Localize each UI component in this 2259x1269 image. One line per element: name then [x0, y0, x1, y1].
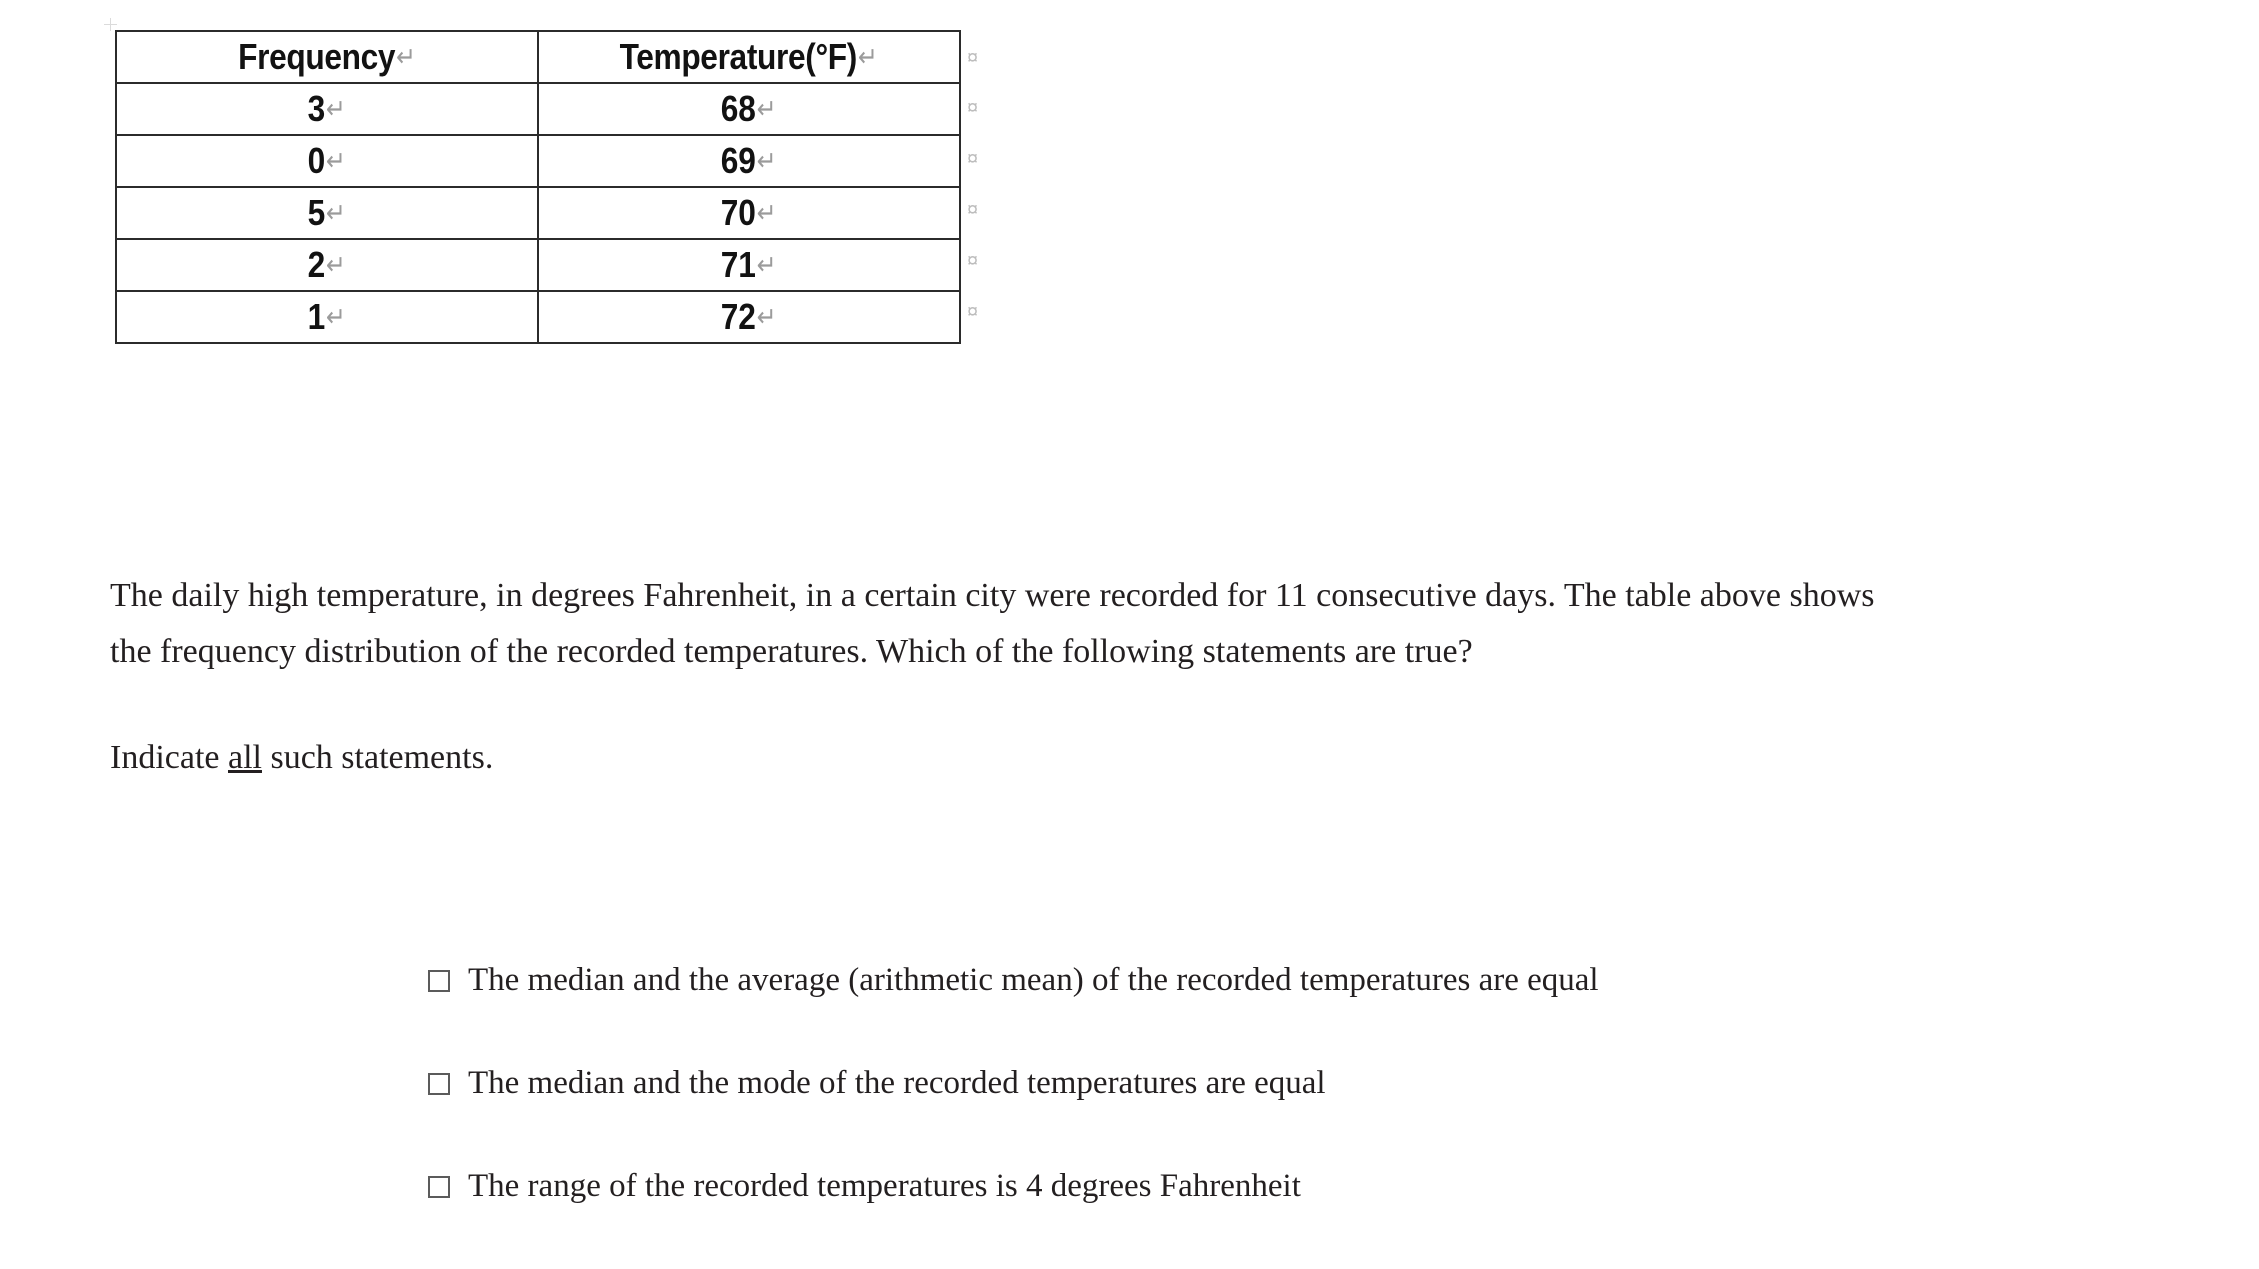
instruction-text-before: Indicate — [110, 739, 228, 776]
frequency-value: 1 — [307, 296, 326, 337]
frequency-value: 2 — [307, 244, 326, 285]
row-end-mark-icon: ¤ — [967, 199, 979, 221]
table-cell-temperature — [538, 291, 960, 343]
option-row[interactable] — [428, 1166, 1928, 1269]
return-mark-icon: ↵ — [757, 146, 777, 176]
checkbox-option-3[interactable] — [428, 1176, 450, 1198]
row-end-mark-icon: ¤ — [967, 148, 979, 170]
table-header-temperature-label: Temperature(°F) — [620, 36, 858, 77]
checkbox-option-1[interactable] — [428, 970, 450, 992]
option-row[interactable] — [428, 960, 1928, 1063]
frequency-value: 0 — [307, 140, 326, 181]
return-mark-icon: ↵ — [326, 146, 347, 176]
table-cell-frequency — [116, 135, 538, 187]
table-move-handle-icon — [104, 18, 117, 31]
temperature-value: 72 — [721, 296, 757, 337]
table-cell-temperature — [538, 239, 960, 291]
frequency-value: 5 — [307, 192, 326, 233]
instruction-emphasis: all — [228, 739, 262, 776]
frequency-distribution-table — [115, 30, 961, 344]
option-label-1[interactable]: The median and the average (arithmetic mean) of the recorded temperatures are equal — [468, 962, 1599, 998]
instruction-line — [110, 733, 493, 783]
option-label-2[interactable]: The median and the mode of the recorded temperatures are equal — [468, 1065, 1326, 1101]
question-prose — [110, 568, 2115, 680]
table-cell-frequency — [116, 83, 538, 135]
table-header-cell-frequency — [116, 31, 538, 83]
table-cell-frequency — [116, 187, 538, 239]
table-header-row — [116, 31, 960, 83]
table-cell-temperature — [538, 187, 960, 239]
answer-options-list — [428, 960, 1928, 1269]
return-mark-icon: ↵ — [326, 94, 347, 124]
table-row — [116, 83, 960, 135]
row-end-mark-icon: ¤ — [967, 301, 979, 323]
table-row — [116, 187, 960, 239]
table-header-cell-temperature — [538, 31, 960, 83]
return-mark-icon: ↵ — [326, 198, 347, 228]
return-mark-icon: ↵ — [326, 302, 347, 332]
table-cell-temperature — [538, 135, 960, 187]
table-row — [116, 239, 960, 291]
table-row — [116, 135, 960, 187]
return-mark-icon: ↵ — [757, 302, 777, 332]
row-end-mark-icon: ¤ — [967, 97, 979, 119]
return-mark-icon: ↵ — [757, 250, 777, 280]
option-row[interactable] — [428, 1063, 1928, 1166]
return-mark-icon: ↵ — [757, 94, 777, 124]
table-header-frequency-label: Frequency — [238, 36, 396, 77]
row-end-mark-icon: ¤ — [967, 47, 979, 69]
temperature-value: 69 — [721, 140, 757, 181]
return-mark-icon: ↵ — [326, 250, 347, 280]
return-mark-icon: ↵ — [858, 42, 878, 72]
return-mark-icon: ↵ — [757, 198, 777, 228]
temperature-value: 70 — [721, 192, 757, 233]
frequency-distribution-table-container — [115, 30, 979, 344]
table-cell-frequency — [116, 239, 538, 291]
table-cell-frequency — [116, 291, 538, 343]
option-label-3[interactable]: The range of the recorded temperatures is 4 degrees Fahrenheit — [468, 1168, 1301, 1204]
question-line-1: The daily high temperature, in degrees Fahrenheit, in a certain city were recorded for 11 consecutive days. The table above shows — [110, 577, 1875, 614]
checkbox-option-2[interactable] — [428, 1073, 450, 1095]
table-row — [116, 291, 960, 343]
question-line-2: the frequency distribution of the recorded temperatures. Which of the following statements are true? — [110, 633, 1473, 670]
temperature-value: 71 — [721, 244, 757, 285]
instruction-text-after: such statements. — [261, 739, 494, 776]
temperature-value: 68 — [721, 88, 757, 129]
table-cell-temperature — [538, 83, 960, 135]
row-end-mark-icon: ¤ — [967, 250, 979, 272]
frequency-value: 3 — [307, 88, 326, 129]
return-mark-icon: ↵ — [396, 42, 416, 72]
